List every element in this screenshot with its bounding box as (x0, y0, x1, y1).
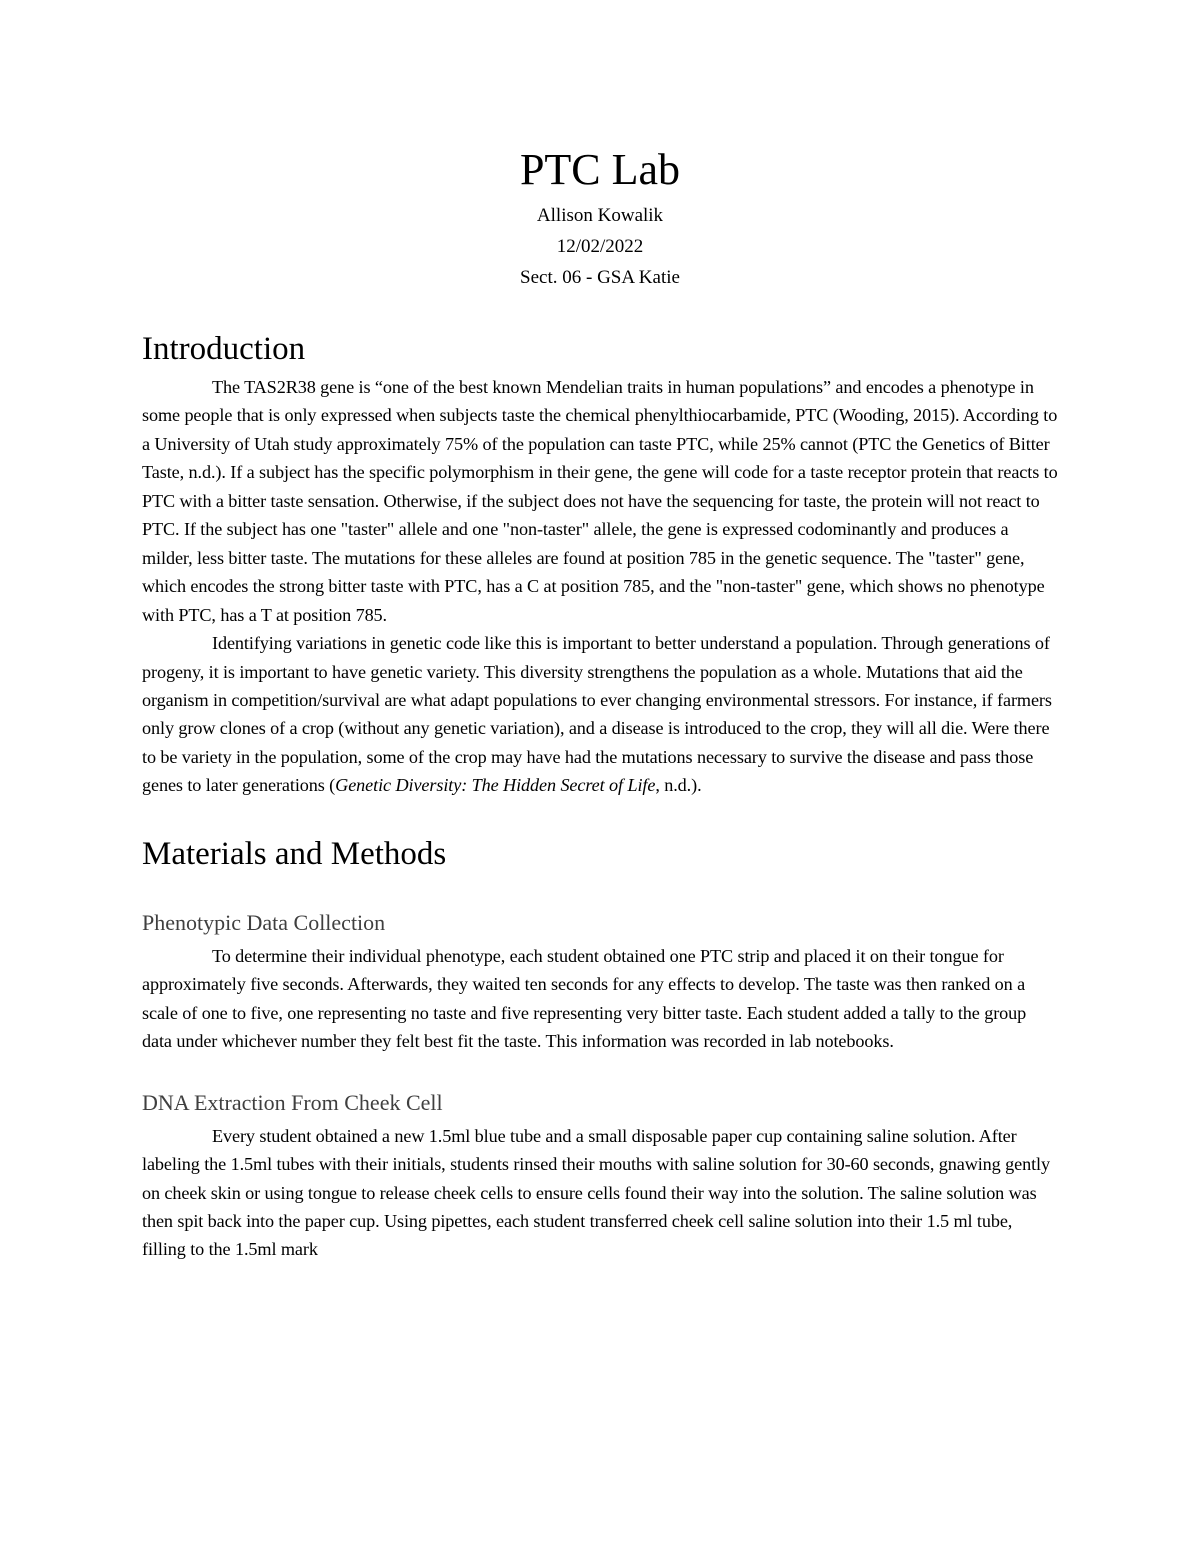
paragraph-text: Identifying variations in genetic code like this is important to better understand a population. Through generations of progeny, it is important to have genetic variety. This diversity strengthens the population as a whole. Mutations that aid the organism in competition/survival are what adapt populations to ever changing environmental stressors. For instance, if farmers only grow clones of a crop (without any genetic variation), and a disease is introduced to the crop, they will all die. Were there to be variety in the population, some of the crop may have had the mutations necessary to survive the disease and pass those genes to later generations ( (142, 633, 1052, 796)
document-page (142, 140, 1058, 1264)
document-date: 12/02/2022 (556, 236, 644, 257)
introduction-paragraph-1: The TAS2R38 gene is “one of the best known Mendelian traits in human populations” and encodes a phenotype in some people that is only expressed when subjects taste the chemical phenylthiocarbamide, PTC (Wooding, 2015). According to a University of Utah study approximately 75% of the population can taste PTC, while 25% cannot (PTC the Genetics of Bitter Taste, n.d.). If a subject has the specific polymorphism in their gene, the gene will code for a taste receptor protein that reacts to PTC with a bitter taste sensation. Otherwise, if the subject does not have the sequencing for taste, the protein will not react to PTC. If the subject has one "taster" allele and one "non-taster" allele, the gene is expressed codominantly and produces a milder, less bitter taste. The mutations for these alleles are found at position 785 in the genetic sequence. The "taster" gene, which encodes the strong bitter taste with PTC, has a C at position 785, and the "non-taster" gene, which shows no phenotype with PTC, has a T at position 785. (142, 377, 1058, 625)
author-name: Allison Kowalik (536, 205, 664, 226)
citation-tail: , n.d.). (655, 775, 702, 796)
phenotypic-data-paragraph: To determine their individual phenotype, each student obtained one PTC strip and placed it on their tongue for approximately five seconds. Afterwards, they waited ten seconds for any effects to develop. The taste was then ranked on a scale of one to five, one representing no taste and five representing very bitter taste. Each student added a tally to the group data under whichever number they felt best fit the taste. This information was recorded in lab notebooks. (142, 945, 1027, 1052)
section-info: Sect. 06 - GSA Katie (520, 267, 680, 288)
introduction-paragraph-2 (142, 629, 1058, 800)
dna-extraction-paragraph: Every student obtained a new 1.5ml blue tube and a small disposable paper cup containing saline solution. After labeling the 1.5ml tubes with their initials, students rinsed their mouths with saline solution for 30-60 seconds, gnawing gently on cheek skin or using tongue to release cheek cells to ensure cells found their way into the solution. The saline solution was then spit back into the paper cup. Using pipettes, each student transferred cheek cell saline solution into their 1.5 ml tube, filling to the 1.5ml mark (142, 1125, 1050, 1260)
dna-extraction-heading: DNA Extraction From Cheek Cell (142, 1089, 443, 1115)
title-block (142, 140, 1058, 293)
introduction-heading: Introduction (142, 331, 306, 367)
document-title: PTC Lab (519, 145, 681, 194)
materials-methods-heading: Materials and Methods (142, 835, 447, 872)
citation-title: Genetic Diversity: The Hidden Secret of Life (335, 775, 656, 796)
phenotypic-data-heading: Phenotypic Data Collection (142, 909, 386, 935)
